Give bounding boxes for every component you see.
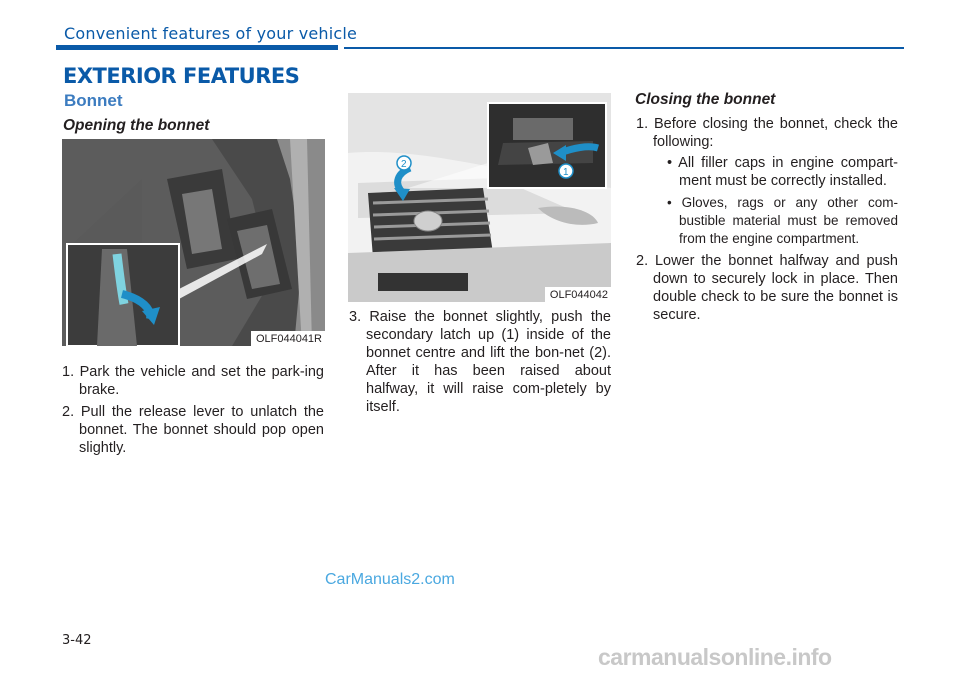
closing-step-1-text: 1. Before closing the bonnet, check the following:	[636, 116, 898, 150]
closing-bullet-2: • Gloves, rags or any other com-bustible material must be removed from the engine compartment.	[667, 195, 898, 246]
figure-bonnet-latch	[348, 93, 611, 302]
release-lever-illustration	[62, 139, 325, 346]
closing-bullets	[653, 154, 898, 248]
section-title: EXTERIOR FEATURES	[63, 64, 300, 88]
closing-steps	[636, 115, 898, 328]
figure-release-lever	[62, 139, 325, 346]
header-bar-left	[56, 45, 338, 50]
opening-heading: Opening the bonnet	[63, 117, 210, 134]
bonnet-heading: Bonnet	[64, 91, 123, 110]
opening-step-1: 1. Park the vehicle and set the park-ing brake.	[62, 364, 324, 398]
page-number: 3-42	[62, 633, 92, 648]
figure-label-middle: OLF044042	[545, 287, 611, 302]
middle-step-3: 3. Raise the bonnet slightly, push the secondary latch up (1) inside of the bonnet centre and lift the bon-net (2). After it has been raised about halfway, it will raise com-pletely by itself.	[349, 309, 611, 415]
closing-bullet-1: • All filler caps in engine compart-ment must be correctly installed.	[667, 155, 898, 189]
header-title: Convenient features of your vehicle	[64, 24, 358, 43]
figure-label-left: OLF044041R	[251, 331, 325, 346]
opening-step-2: 2. Pull the release lever to unlatch the bonnet. The bonnet should pop open slightly.	[62, 404, 324, 456]
callout-1: 1	[563, 167, 569, 178]
watermark-carmanuals2[interactable]: CarManuals2.com	[325, 571, 455, 588]
middle-steps	[349, 308, 611, 420]
closing-heading: Closing the bonnet	[635, 91, 776, 108]
callout-2: 2	[401, 159, 407, 170]
header-bar-right	[344, 47, 904, 49]
bonnet-latch-illustration	[348, 93, 611, 302]
watermark-carmanualsonline[interactable]: carmanualsonline.info	[598, 644, 832, 670]
closing-step-1	[636, 115, 898, 248]
opening-steps	[62, 363, 324, 461]
closing-step-2: 2. Lower the bonnet halfway and push down to securely lock in place. Then double check to be sure the bonnet is secure.	[636, 253, 898, 323]
